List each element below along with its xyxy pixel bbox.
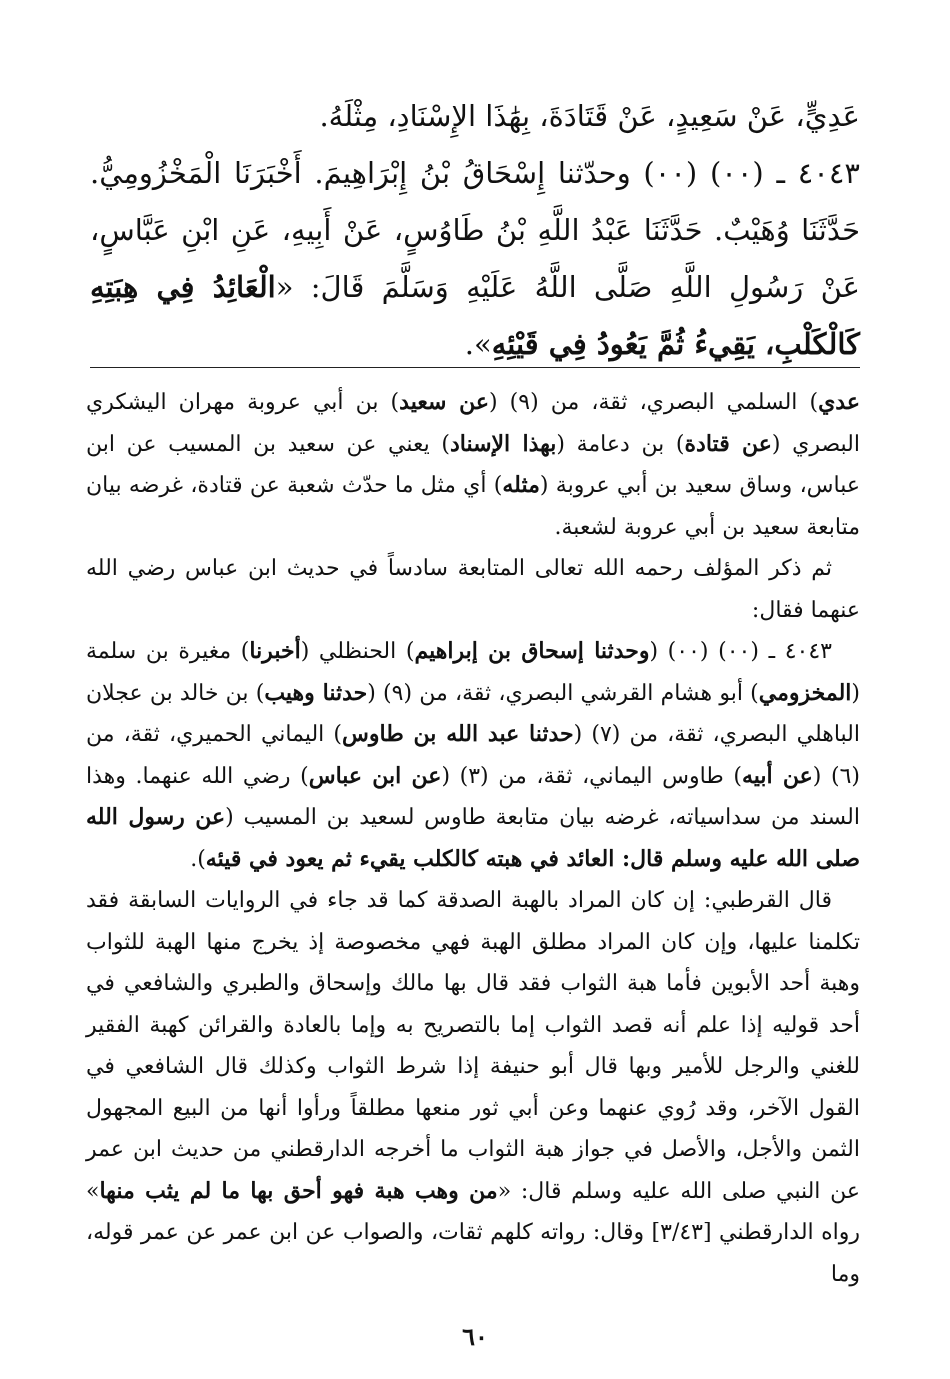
text-run: ) الحنظلي ( bbox=[300, 639, 415, 664]
text-run: ) أبو هشام القرشي البصري، ثقة، من (٩) ( bbox=[367, 680, 759, 706]
bold-text-run: من وهب هبة فهو أحق بها ما لم يثب منها bbox=[99, 1177, 498, 1204]
hadith-chain: ٤٠٤٣ ـ (٠٠) (٠٠) وحدّثنا إِسْحَاقُ بْنُ إِبْرَاهِيمَ. أَخْبَرَنَا الْمَخْزُومِيُّ. حَدَّثَنَا وُهَيْبٌ. حَدَّثَنَا عَبْدُ اللَّهِ بْنُ طَاوُسٍ، عَنْ أَبِيهِ، عَنِ ابْنِ عَبَّاسٍ، عَنْ رَسُولِ اللَّهِ صَلَّى اللَّهُ عَلَيْهِ وَسَلَّمَ قَالَ: « bbox=[90, 156, 860, 304]
hadith-paragraph-1: عَدِيٍّ، عَنْ سَعِيدٍ، عَنْ قَتَادَةَ، بِهَٰذَا الإِسْنَادِ، مِثْلَهُ. bbox=[319, 99, 860, 133]
text-run: ) مغيرة بن سلمة ( bbox=[86, 639, 860, 706]
bold-text-run: عن ابن عباس bbox=[308, 762, 442, 789]
commentary bbox=[86, 382, 860, 1295]
bold-text-run: حدثنا عبد الله بن طاوس bbox=[342, 721, 574, 747]
commentary-paragraph-2: ثم ذكر المؤلف رحمه الله تعالى المتابعة سادساً في حديث ابن عباس رضي الله عنهما فقال: bbox=[86, 556, 860, 623]
commentary-paragraph-1 bbox=[86, 382, 860, 548]
text-run: ) أي مثل ما حدّث شعبة عن قتادة، غرضه بيان متابعة سعيد بن أبي عروبة لشعبة. bbox=[86, 473, 860, 540]
bold-text-run: مثله bbox=[502, 472, 540, 498]
text-run: ٤٠٤٣ ـ (٠٠) (٠٠) ( bbox=[649, 639, 832, 664]
bold-text-run: عن سعيد bbox=[399, 389, 489, 415]
bold-text-run: عن أبيه bbox=[741, 762, 813, 789]
bold-text-run: أخبرنا bbox=[249, 638, 301, 664]
bold-text-run: عن قتادة bbox=[684, 430, 772, 457]
text-run: ). bbox=[190, 846, 206, 872]
text-run: ) يعني عن سعيد بن المسيب عن ابن عباس، وساق سعيد بن أبي عروبة ( bbox=[86, 431, 860, 498]
footnote-divider bbox=[90, 367, 860, 368]
text-run: ) طاوس اليماني، ثقة، من (٣) ( bbox=[441, 763, 742, 789]
page-number: ٦٠ bbox=[462, 1322, 488, 1351]
text-run: ) اليماني الحميري، ثقة، من (٦) ( bbox=[86, 722, 860, 789]
text-run: ) بن أبي عروبة مهران اليشكري البصري ( bbox=[86, 390, 860, 457]
hadith-close: ». bbox=[464, 327, 492, 361]
bold-text-run: المخزومي bbox=[758, 679, 852, 706]
bold-text-run: بهذا الإسناد bbox=[449, 430, 557, 457]
hadith-text bbox=[90, 88, 860, 373]
bold-text-run: حدثنا وهيب bbox=[264, 679, 368, 706]
text-run: قال القرطبي: إن كان المراد بالهبة الصدقة كما قد جاء في الروايات السابقة فقد تكلمنا عليها، وإن كان المراد مطلق الهبة فهي مخصوصة إذ يخرج منها الهبة للثواب وهبة أحد الأبوين فأما هبة الثواب فقد قال بها مالك وإسحاق والطبري والشافعي في أحد قوليه إذا علم أنه قصد الثواب إما بالتصريح به وإما بالعادة والقرائن كهبة الفقير للغني والرجل للأمير وبها قال أبو حنيفة إذا شرط الثواب وكذلك قال الشافعي في القول الآخر، وقد رُوي عنهما وعن أبي ثور منعها مطلقاً ورأوا أنها من البيع المجهول الثمن والأجل، والأصل في جواز هبة الثواب ما أخرجه الدارقطني من حديث ابن عمر عن النبي صلى الله عليه وسلم قال: « bbox=[86, 888, 860, 1204]
text-run: ) رضي الله عنهما. وهذا السند من سداسياته، غرضه بيان متابعة طاوس لسعيد بن المسيب ( bbox=[86, 763, 860, 830]
text-run: ) بن دعامة ( bbox=[556, 431, 685, 457]
hadith-paragraph-2 bbox=[90, 145, 860, 373]
commentary-paragraph-3 bbox=[86, 631, 860, 880]
text-run: » رواه الدارقطني [٣/٤٣] وقال: رواته كلهم ثقات، والصواب عن ابن عمر عن عمر قوله، وما bbox=[86, 1178, 860, 1287]
bold-text-run: عدي bbox=[818, 389, 860, 415]
commentary-paragraph-4 bbox=[86, 880, 860, 1295]
text-run: ) بن خالد بن عجلان الباهلي البصري، ثقة، من (٧) ( bbox=[86, 680, 860, 747]
hadith-matn: الْعَائِدُ فِي هِبَتِهِ كَالْكَلْبِ، يَقِيءُ ثُمَّ يَعُودُ فِي قَيْئِهِ bbox=[90, 270, 860, 361]
bold-text-run: وحدثنا إسحاق بن إبراهيم bbox=[414, 638, 650, 664]
bold-text-run: عن رسول الله صلى الله عليه وسلم قال: العائد في هبته كالكلب يقيء ثم يعود في قيئه bbox=[86, 804, 860, 872]
text-run: ) السلمي البصري، ثقة، من (٩) ( bbox=[489, 390, 819, 415]
